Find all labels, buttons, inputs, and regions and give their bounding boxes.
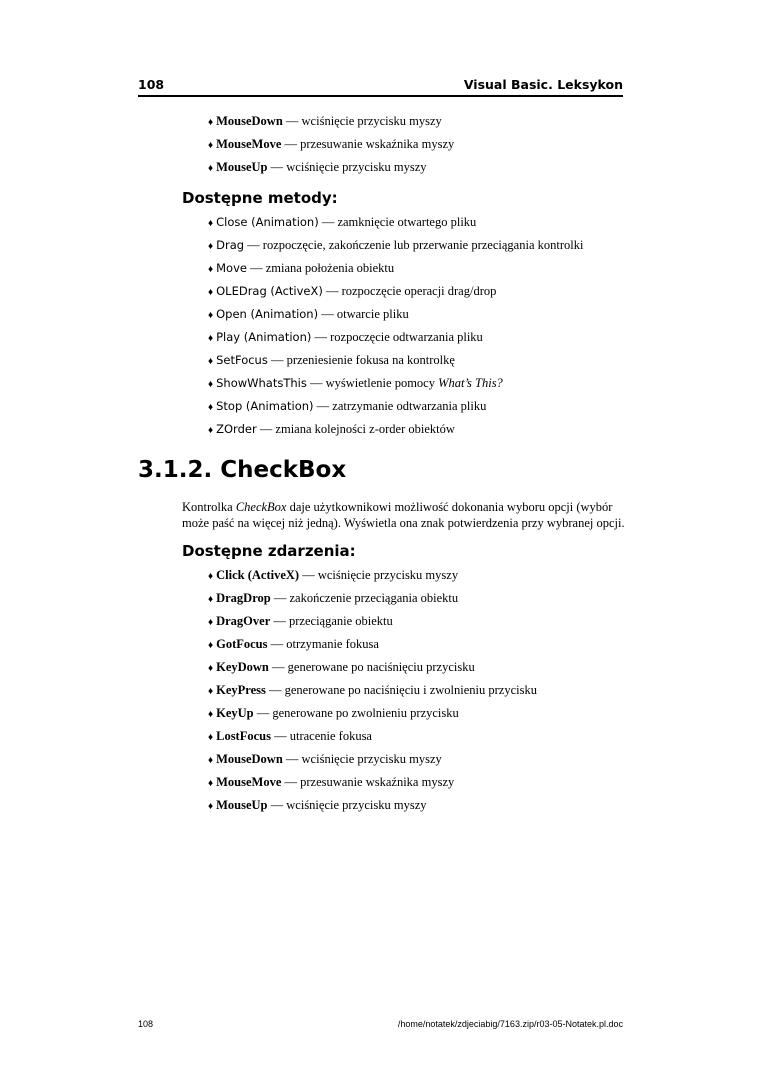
item-description: — wciśnięcie przycisku myszy (267, 798, 427, 812)
item-description: — wyświetlenie pomocy (306, 376, 439, 390)
diamond-bullet-icon: ♦ (208, 594, 214, 605)
item-name: KeyUp (216, 706, 254, 720)
list-item (208, 422, 583, 445)
list-item (208, 376, 583, 399)
item-name: Open (Animation) (216, 307, 319, 321)
diamond-bullet-icon: ♦ (208, 732, 214, 743)
item-description: — przesuwanie wskaźnika myszy (281, 137, 455, 151)
item-name: MouseUp (216, 160, 268, 174)
list-item (208, 215, 583, 238)
diamond-bullet-icon: ♦ (208, 356, 214, 367)
list-item (208, 591, 537, 614)
diamond-bullet-icon: ♦ (208, 140, 214, 151)
diamond-bullet-icon: ♦ (208, 801, 214, 812)
item-description: — wciśnięcie przycisku myszy (282, 114, 442, 128)
diamond-bullet-icon: ♦ (208, 571, 214, 582)
item-name: SetFocus (216, 353, 268, 367)
item-description: — generowane po naciśnięciu i zwolnieniu przycisku (265, 683, 537, 697)
diamond-bullet-icon: ♦ (208, 425, 214, 436)
item-description: — rozpoczęcie operacji drag/drop (322, 284, 497, 298)
item-name: MouseMove (216, 137, 282, 151)
list-item (208, 752, 537, 775)
diamond-bullet-icon: ♦ (208, 663, 214, 674)
item-description: — zakończenie przeciągania obiektu (270, 591, 459, 605)
header-book-title: Visual Basic. Leksykon (463, 77, 623, 92)
item-name: Close (Animation) (216, 215, 319, 229)
item-italic: What’s This? (438, 376, 503, 390)
list-item (208, 706, 537, 729)
para-text-1: Kontrolka (182, 500, 236, 514)
item-name: DragDrop (216, 591, 271, 605)
list-item (208, 683, 537, 706)
list-item (208, 238, 583, 261)
item-description: — wciśnięcie przycisku myszy (267, 160, 427, 174)
item-name: MouseDown (216, 114, 283, 128)
item-name: KeyDown (216, 660, 269, 674)
item-name: MouseMove (216, 775, 282, 789)
item-description: — zamknięcie otwartego pliku (318, 215, 477, 229)
diamond-bullet-icon: ♦ (208, 402, 214, 413)
list-item (208, 114, 454, 137)
list-item (208, 637, 537, 660)
item-name: ZOrder (216, 422, 257, 436)
item-description: — zmiana kolejności z-order obiektów (256, 422, 455, 436)
item-description: — wciśnięcie przycisku myszy (299, 568, 459, 582)
item-name: MouseUp (216, 798, 268, 812)
item-name: Move (216, 261, 247, 275)
para-text-2: daje użytkownikowi możliwość dokonania wyboru opcji (wybór (286, 500, 613, 514)
diamond-bullet-icon: ♦ (208, 310, 214, 321)
list-item (208, 399, 583, 422)
list-item (208, 261, 583, 284)
events-heading: Dostępne zdarzenia: (182, 542, 356, 560)
item-name: GotFocus (216, 637, 268, 651)
item-description: — utracenie fokusa (270, 729, 372, 743)
diamond-bullet-icon: ♦ (208, 218, 214, 229)
item-name: Stop (Animation) (216, 399, 314, 413)
item-name: Play (Animation) (216, 330, 312, 344)
item-description: — generowane po naciśnięciu przycisku (268, 660, 475, 674)
list-item (208, 660, 537, 683)
list-item (208, 614, 537, 637)
diamond-bullet-icon: ♦ (208, 640, 214, 651)
item-description: — zmiana położenia obiektu (246, 261, 395, 275)
item-description: — przesuwanie wskaźnika myszy (281, 775, 455, 789)
list-item (208, 775, 537, 798)
list-item (208, 137, 454, 160)
item-description: — wciśnięcie przycisku myszy (282, 752, 442, 766)
methods-list (208, 215, 583, 445)
para-line-2: może paść na więcej niż jedną). Wyświetla ona znak potwierdzenia przy wybranej opcji. (182, 516, 625, 530)
diamond-bullet-icon: ♦ (208, 333, 214, 344)
methods-heading: Dostępne metody: (182, 189, 338, 207)
list-item (208, 330, 583, 353)
footer-path: /home/notatek/zdjeciabig/7163.zip/r03-05-Notatek.pl.doc (397, 1019, 623, 1029)
item-name: OLEDrag (ActiveX) (216, 284, 323, 298)
section-title: 3.1.2. CheckBox (138, 457, 347, 483)
diamond-bullet-icon: ♦ (208, 163, 214, 174)
item-description: — generowane po zwolnieniu przycisku (253, 706, 459, 720)
diamond-bullet-icon: ♦ (208, 755, 214, 766)
item-description: — otrzymanie fokusa (267, 637, 379, 651)
diamond-bullet-icon: ♦ (208, 264, 214, 275)
item-name: Click (ActiveX) (216, 568, 300, 582)
list-item (208, 568, 537, 591)
item-name: DragOver (216, 614, 271, 628)
list-item (208, 284, 583, 307)
item-description: — zatrzymanie odtwarzania pliku (313, 399, 487, 413)
item-description: — przeciąganie obiektu (270, 614, 393, 628)
list-item (208, 798, 537, 821)
list-item (208, 729, 537, 752)
item-name: LostFocus (216, 729, 271, 743)
diamond-bullet-icon: ♦ (208, 709, 214, 720)
item-name: ShowWhatsThis (216, 376, 307, 390)
diamond-bullet-icon: ♦ (208, 778, 214, 789)
item-description: — otwarcie pliku (318, 307, 409, 321)
list-item (208, 160, 454, 183)
events-list (208, 568, 537, 821)
diamond-bullet-icon: ♦ (208, 287, 214, 298)
header-page-number: 108 (138, 77, 165, 92)
item-name: KeyPress (216, 683, 266, 697)
item-name: MouseDown (216, 752, 283, 766)
checkbox-description (182, 499, 627, 531)
diamond-bullet-icon: ♦ (208, 117, 214, 128)
item-description: — rozpoczęcie, zakończenie lub przerwanie przeciągania kontrolki (244, 238, 584, 252)
item-name: Drag (216, 238, 245, 252)
diamond-bullet-icon: ♦ (208, 617, 214, 628)
para-italic: CheckBox (235, 500, 287, 514)
events-top-list (208, 114, 454, 183)
footer-page-number: 108 (138, 1019, 154, 1029)
item-description: — rozpoczęcie odtwarzania pliku (311, 330, 483, 344)
item-description: — przeniesienie fokusa na kontrolkę (267, 353, 455, 367)
list-item (208, 353, 583, 376)
diamond-bullet-icon: ♦ (208, 241, 214, 252)
diamond-bullet-icon: ♦ (208, 686, 214, 697)
list-item (208, 307, 583, 330)
page-header (138, 76, 623, 97)
diamond-bullet-icon: ♦ (208, 379, 214, 390)
